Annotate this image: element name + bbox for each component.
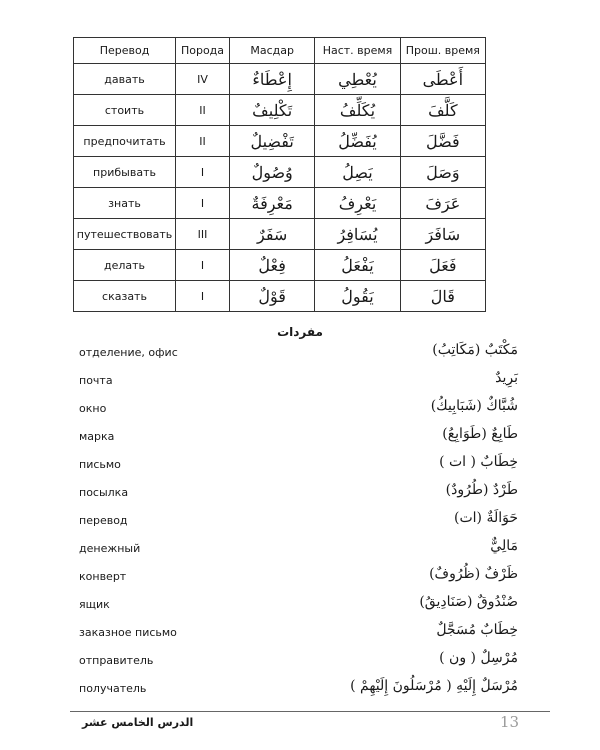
table-row xyxy=(74,281,486,312)
cell-masdar: قَوْلٌ xyxy=(230,281,315,312)
cell-past: عَرَفَ xyxy=(400,188,485,219)
cell-translation: давать xyxy=(74,64,176,95)
vocab-item xyxy=(0,592,600,620)
cell-translation: сказать xyxy=(74,281,176,312)
vocab-item xyxy=(0,648,600,676)
cell-form: I xyxy=(176,188,230,219)
table-row xyxy=(74,64,486,95)
table-row xyxy=(74,219,486,250)
cell-form: II xyxy=(176,126,230,157)
table-row xyxy=(74,250,486,281)
cell-past: كَلَّفَ xyxy=(400,95,485,126)
vocab-russian: конверт xyxy=(79,570,127,583)
cell-present: يُفَضِّلُ xyxy=(315,126,400,157)
vocab-arabic: بَرِيدٌ xyxy=(495,370,518,386)
page-number: 13 xyxy=(500,713,520,731)
cell-form: I xyxy=(176,157,230,188)
header-past: Прош. время xyxy=(400,38,485,64)
vocab-arabic: حَوَالَةٌ (ات) xyxy=(454,510,518,526)
vocab-item xyxy=(0,536,600,564)
vocabulary-title: مفردات xyxy=(277,325,323,339)
vocab-item xyxy=(0,424,600,452)
vocab-arabic: ظَرْفٌ (ظُرُوفٌ) xyxy=(429,566,518,582)
vocab-russian: получатель xyxy=(79,682,147,695)
cell-past: فَعَلَ xyxy=(400,250,485,281)
cell-form: I xyxy=(176,281,230,312)
cell-masdar: فِعْلٌ xyxy=(230,250,315,281)
vocab-item xyxy=(0,396,600,424)
vocab-russian: отправитель xyxy=(79,654,154,667)
vocab-arabic: شُبَّاكٌ (شَبَابِيكُ) xyxy=(430,398,518,414)
cell-present: يَصِلُ xyxy=(315,157,400,188)
cell-past: وَصَلَ xyxy=(400,157,485,188)
cell-present: يَفْعَلُ xyxy=(315,250,400,281)
vocab-item xyxy=(0,480,600,508)
vocab-russian: отделение, офис xyxy=(79,346,178,359)
vocab-item xyxy=(0,508,600,536)
cell-form: IV xyxy=(176,64,230,95)
cell-past: فَضَّلَ xyxy=(400,126,485,157)
vocab-russian: почта xyxy=(79,374,113,387)
table-row xyxy=(74,126,486,157)
cell-present: يَعْرِفُ xyxy=(315,188,400,219)
vocab-arabic: مُرْسَلٌ إِلَيْهِ ( مُرْسَلُونَ إِلَيْهِمْ ) xyxy=(350,678,518,694)
vocab-item xyxy=(0,620,600,648)
vocab-russian: письмо xyxy=(79,458,121,471)
cell-masdar: إِعْطَاءٌ xyxy=(230,64,315,95)
header-translation: Перевод xyxy=(74,38,176,64)
vocab-arabic: خِطَابٌ ( ات ) xyxy=(439,454,518,470)
vocab-arabic: طَابِعٌ (طَوَابِعُ) xyxy=(442,426,518,442)
header-form: Порода xyxy=(176,38,230,64)
vocab-item xyxy=(0,564,600,592)
cell-past: أَعْطَى xyxy=(400,64,485,95)
vocab-item xyxy=(0,368,600,396)
vocab-arabic: مُرْسِلٌ ( ون ) xyxy=(439,650,518,666)
header-masdar: Масдар xyxy=(230,38,315,64)
cell-translation: предпочитать xyxy=(74,126,176,157)
verb-table xyxy=(73,37,486,312)
vocab-russian: посылка xyxy=(79,486,129,499)
cell-masdar: تَفْضِيلٌ xyxy=(230,126,315,157)
cell-present: يَقُولُ xyxy=(315,281,400,312)
cell-past: سَافَرَ xyxy=(400,219,485,250)
vocab-item xyxy=(0,676,600,704)
vocab-item xyxy=(0,452,600,480)
table-row xyxy=(74,95,486,126)
vocab-arabic: طَرْدٌ (طُرُودٌ) xyxy=(445,482,518,498)
vocab-arabic: مَكْتَبٌ (مَكَاتِبُ) xyxy=(432,342,518,358)
vocab-arabic: مَالِيٌّ xyxy=(490,538,518,554)
table-row xyxy=(74,188,486,219)
cell-present: يُعْطِي xyxy=(315,64,400,95)
cell-masdar: تَكْلِيفٌ xyxy=(230,95,315,126)
vocab-russian: заказное письмо xyxy=(79,626,177,639)
header-present: Наст. время xyxy=(315,38,400,64)
vocab-russian: денежный xyxy=(79,542,141,555)
table-row xyxy=(74,157,486,188)
cell-translation: делать xyxy=(74,250,176,281)
vocab-russian: марка xyxy=(79,430,115,443)
vocab-arabic: صُنْدُوقٌ (صَنَادِيقُ) xyxy=(419,594,518,610)
cell-masdar: مَعْرِفَةٌ xyxy=(230,188,315,219)
cell-masdar: وُصُولٌ xyxy=(230,157,315,188)
vocab-russian: ящик xyxy=(79,598,110,611)
cell-translation: стоить xyxy=(74,95,176,126)
cell-present: يُسَافِرُ xyxy=(315,219,400,250)
vocab-arabic: خِطَابٌ مُسَجَّلٌ xyxy=(436,622,518,638)
cell-form: II xyxy=(176,95,230,126)
cell-past: قَالَ xyxy=(400,281,485,312)
lesson-title: الدرس الخامس عشر xyxy=(82,716,194,729)
footer-divider xyxy=(70,711,550,712)
cell-form: I xyxy=(176,250,230,281)
vocab-item xyxy=(0,340,600,368)
cell-translation: путешествовать xyxy=(74,219,176,250)
cell-masdar: سَفَرٌ xyxy=(230,219,315,250)
vocab-russian: перевод xyxy=(79,514,128,527)
cell-translation: знать xyxy=(74,188,176,219)
cell-present: يُكَلِّفُ xyxy=(315,95,400,126)
cell-form: III xyxy=(176,219,230,250)
table-header-row xyxy=(74,38,486,64)
cell-translation: прибывать xyxy=(74,157,176,188)
vocabulary-list xyxy=(0,340,600,704)
vocab-russian: окно xyxy=(79,402,107,415)
